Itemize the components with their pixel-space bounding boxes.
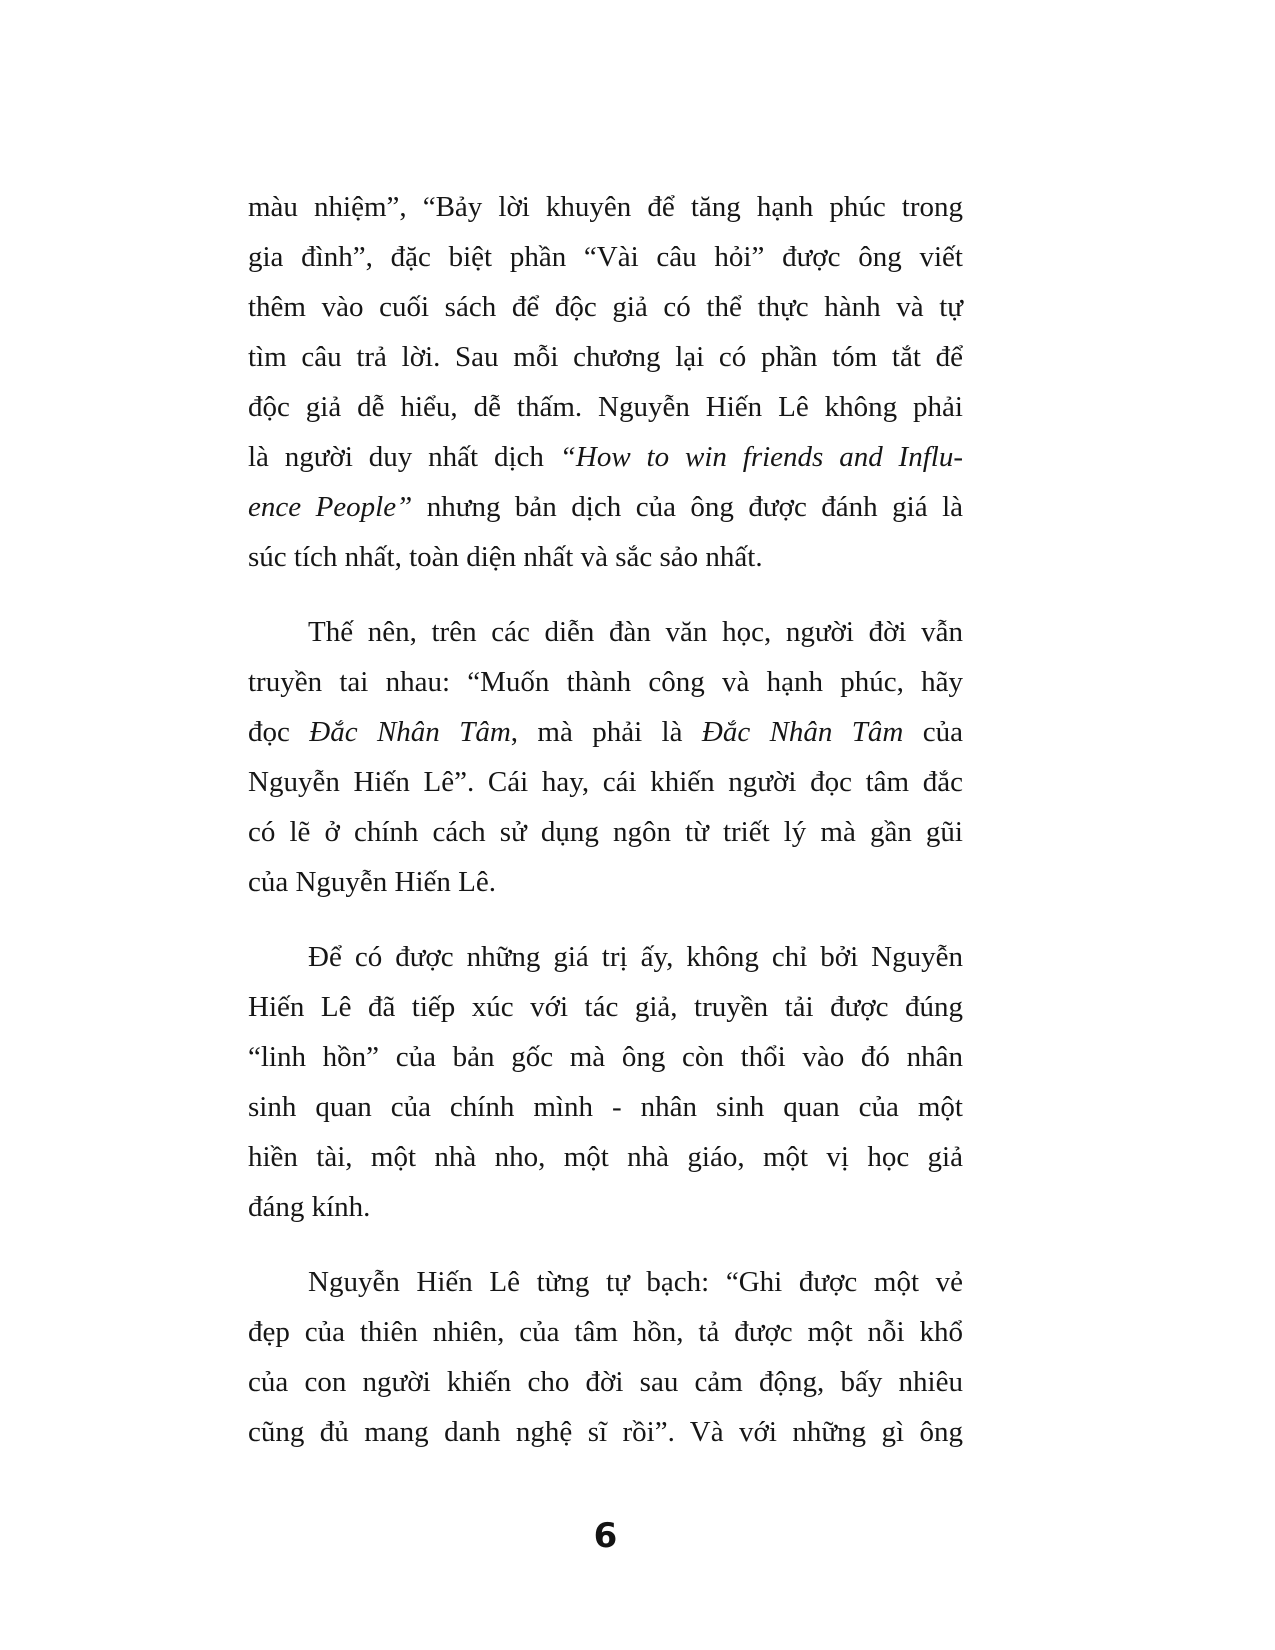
text-line (248, 807, 963, 857)
text-segment: Nguyễn Hiến Lê”. Cái hay, cái khiến người đọc tâm đắc (248, 766, 963, 798)
text-segment: tìm câu trả lời. Sau mỗi chương lại có phần tóm tắt để (248, 341, 963, 373)
text-line (248, 532, 963, 582)
italic-text-segment: Đắc Nhân Tâm (309, 716, 511, 748)
text-line (248, 432, 963, 482)
text-line (248, 482, 963, 532)
text-line (248, 657, 963, 707)
text-line (248, 932, 963, 982)
text-line (248, 232, 963, 282)
paragraph (248, 1257, 963, 1457)
italic-text-segment: Đắc Nhân Tâm (701, 716, 904, 748)
text-segment: của (903, 716, 964, 748)
text-segment: đọc (248, 716, 310, 748)
text-segment: súc tích nhất, toàn diện nhất và sắc sảo nhất. (248, 541, 763, 573)
text-segment: truyền tai nhau: “Muốn thành công và hạnh phúc, hãy (248, 666, 963, 698)
text-line (248, 182, 963, 232)
text-segment: đẹp của thiên nhiên, của tâm hồn, tả được một nỗi khổ (248, 1316, 963, 1348)
text-segment: Thế nên, trên các diễn đàn văn học, người đời vẫn (308, 616, 963, 648)
text-line (248, 1307, 963, 1357)
text-line (248, 1257, 963, 1307)
text-line (248, 982, 963, 1032)
text-segment: Để có được những giá trị ấy, không chỉ bởi Nguyễn (308, 941, 963, 973)
text-line (248, 1407, 963, 1457)
text-line (248, 1182, 963, 1232)
text-line (248, 707, 963, 757)
text-segment: màu nhiệm”, “Bảy lời khuyên để tăng hạnh phúc trong (248, 191, 963, 223)
text-line (248, 1032, 963, 1082)
text-segment: đáng kính. (248, 1191, 371, 1223)
text-segment: của Nguyễn Hiến Lê. (248, 866, 497, 898)
text-segment: Hiến Lê đã tiếp xúc với tác giả, truyền tải được đúng (248, 991, 963, 1023)
text-segment: sinh quan của chính mình - nhân sinh quan của một (248, 1091, 963, 1123)
text-segment: Nguyễn Hiến Lê từng tự bạch: “Ghi được một vẻ (308, 1266, 963, 1298)
text-segment: hiền tài, một nhà nho, một nhà giáo, một vị học giả (248, 1141, 963, 1173)
paragraph (248, 182, 963, 582)
text-segment: cũng đủ mang danh nghệ sĩ rồi”. Và với những gì ông (248, 1416, 963, 1448)
text-line (248, 1357, 963, 1407)
text-line (248, 607, 963, 657)
text-segment: của con người khiến cho đời sau cảm động, bấy nhiêu (248, 1366, 963, 1398)
paragraph (248, 932, 963, 1232)
text-line (248, 382, 963, 432)
text-line (248, 857, 963, 907)
text-line (248, 1132, 963, 1182)
text-line (248, 757, 963, 807)
text-block (248, 182, 963, 1457)
text-segment: gia đình”, đặc biệt phần “Vài câu hỏi” được ông viết (248, 241, 963, 273)
text-segment: thêm vào cuối sách để độc giả có thể thực hành và tự (248, 291, 963, 323)
text-line (248, 332, 963, 382)
text-segment: có lẽ ở chính cách sử dụng ngôn từ triết lý mà gần gũi (248, 816, 963, 848)
page-number: 6 (593, 1516, 618, 1556)
italic-text-segment: ence People” (248, 491, 413, 523)
italic-text-segment: “How to win friends and Influ- (559, 441, 963, 473)
text-segment: , mà phải là (510, 716, 702, 748)
paragraph (248, 607, 963, 907)
text-line (248, 282, 963, 332)
text-segment: nhưng bản dịch của ông được đánh giá là (412, 491, 963, 523)
text-line (248, 1082, 963, 1132)
text-segment: độc giả dễ hiểu, dễ thấm. Nguyễn Hiến Lê không phải (248, 391, 963, 423)
text-segment: “linh hồn” của bản gốc mà ông còn thổi vào đó nhân (248, 1041, 963, 1073)
text-segment: là người duy nhất dịch (248, 441, 560, 473)
